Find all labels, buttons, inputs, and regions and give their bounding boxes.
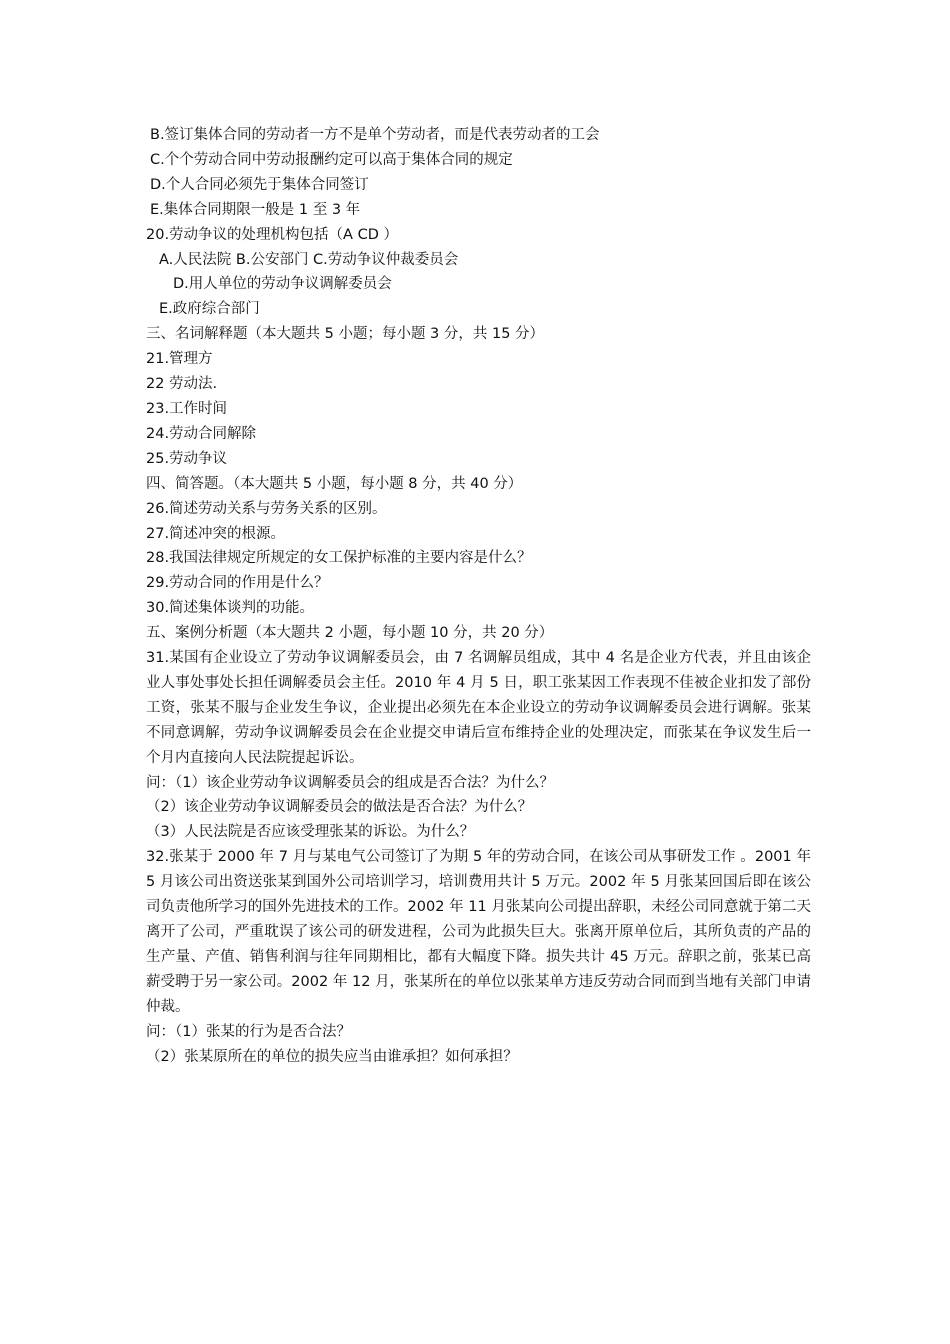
case-31-question-2: （2）该企业劳动争议调解委员会的做法是否合法？为什么？ — [146, 799, 533, 816]
case-31-text: 31.某国有企业设立了劳动争议调解委员会，由 7 名调解员组成，其中 4 名是企业方代表，并且由该企业人事处事处长担任调解委员会主任。2010 年 4 月 5 日，职工张某因工作表现不佳被企业扣发了部份工资，张某不服与企业发生争议，企业提出必须先在本企业设立的劳动争议调解委员会进行调解。张某不同意调解，劳动争议调解委员会在企业提交申请后宣布维持企业的处理决定，而张某在争议发生后一个月内直接向人民法院提起诉讼。 — [146, 650, 811, 766]
case-31-question-3: （3）人民法院是否应该受理张某的诉讼。为什么？ — [146, 824, 475, 841]
option-20d: D.用人单位的劳动争议调解委员会 — [173, 276, 392, 293]
option-20e: E.政府综合部门 — [159, 301, 260, 318]
question-26: 26.简述劳动关系与劳务关系的区别。 — [146, 500, 387, 517]
case-32-question-2: （2）张某原所在的单位的损失应当由谁承担？如何承担？ — [146, 1048, 518, 1065]
section-3-heading: 三、名词解释题（本大题共 5 小题；每小题 3 分，共 15 分） — [146, 326, 545, 343]
section-5-heading: 五、案例分析题（本大题共 2 小题，每小题 10 分，共 20 分） — [146, 625, 554, 642]
question-27: 27.简述冲突的根源。 — [146, 525, 286, 542]
question-21: 21.管理方 — [146, 351, 213, 368]
option-19c: C.个个劳动合同中劳动报酬约定可以高于集体合同的规定 — [150, 151, 513, 168]
question-25: 25.劳动争议 — [146, 450, 228, 467]
section-4-heading: 四、简答题。（本大题共 5 小题，每小题 8 分，共 40 分） — [146, 475, 523, 492]
case-32-text: 32.张某于 2000 年 7 月与某电气公司签订了为期 5 年的劳动合同，在该公司从事研发工作 。2001 年 5 月该公司出资送张某到国外公司培训学习，培训费用共计 5 万元。2002 年 5 月张某回国后即在该公司负责他所学习的国外先进技术的工作。2002 年 11 月张某向公司提出辞职，未经公司同意就于第二天离开了公司，严重耽误了该公司的研发进程，公司为此损失巨大。张离开原单位后，其所负责的产品的生产量、产值、销售利润与往年同期相比，都有大幅度下降。损失共计 45 万元。辞职之前，张某已高薪受聘于另一家公司。2002 年 12 月，张某所在的单位以张某单方违反劳动合同而到当地有关部门申请仲裁。 — [146, 849, 811, 1015]
question-28: 28.我国法律规定所规定的女工保护标准的主要内容是什么？ — [146, 550, 532, 567]
option-19e: E.集体合同期限一般是 1 至 3 年 — [150, 201, 361, 218]
question-30: 30.简述集体谈判的功能。 — [146, 600, 315, 617]
case-32-question-1: 问：（1）张某的行为是否合法？ — [146, 1023, 351, 1040]
case-31-question-1: 问：（1）该企业劳动争议调解委员会的组成是否合法？为什么？ — [146, 774, 554, 791]
question-29: 29.劳动合同的作用是什么？ — [146, 575, 329, 592]
option-19b: B.签订集体合同的劳动者一方不是单个劳动者，而是代表劳动者的工会 — [150, 127, 600, 143]
document-body — [146, 123, 811, 1069]
option-19d: D.个人合同必须先于集体合同签订 — [150, 176, 369, 193]
question-20: 20.劳动争议的处理机构包括（A CD ） — [146, 226, 398, 243]
question-24: 24.劳动合同解除 — [146, 425, 257, 442]
options-20-abc: A.人民法院 B.公安部门 C.劳动争议仲裁委员会 — [159, 251, 459, 268]
question-22: 22 劳动法. — [146, 376, 218, 393]
question-23: 23.工作时间 — [146, 400, 228, 417]
